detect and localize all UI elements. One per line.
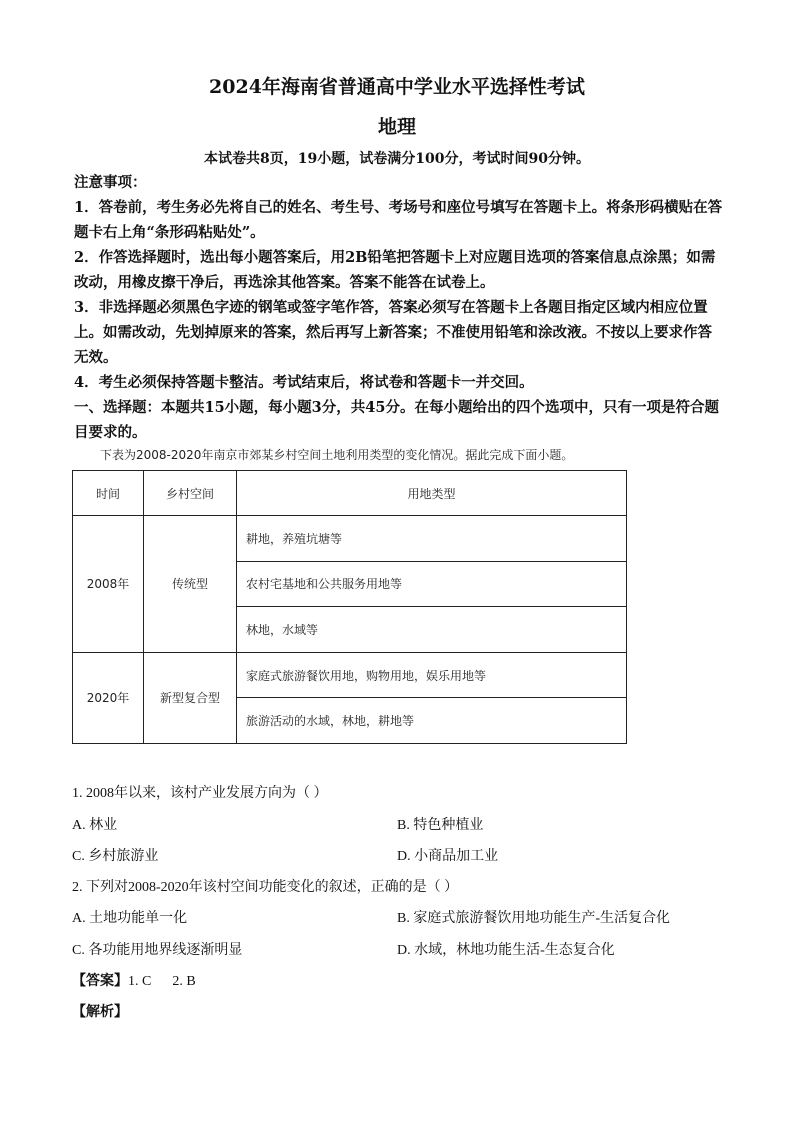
option-c: C. 各功能用地界线逐渐明显 [72,943,243,958]
type-cell: 旅游活动的水域，林地，耕地等 [237,698,627,744]
option-d: D. 小商品加工业 [397,849,499,864]
notice-section [74,170,724,445]
type-cell: 农村宅基地和公共服务用地等 [237,561,627,607]
type-cell: 家庭式旅游餐饮用地，购物用地，娱乐用地等 [237,652,627,698]
table-header: 用地类型 [237,471,627,516]
time-cell: 2008年 [73,516,144,653]
time-cell: 2020年 [73,652,144,743]
analysis-label: 【解析】 [72,1005,128,1020]
section-heading: 一、选择题：本题共15小题，每小题3分，共45分。在每小题给出的四个选项中，只有一项是符合题目要求的。 [74,399,719,441]
table-header-row [73,471,627,516]
notice-item: 3．非选择题必须黑色字迹的钢笔或签字笔作答，答案必须写在答题卡上各题目指定区域内相应位置上。如需改动，先划掉原来的答案，然后再写上新答案；不准使用铅笔和涂改液。不按以上要求作答无效。 [74,299,712,366]
option-b: B. 家庭式旅游餐饮用地功能生产-生活复合化 [397,911,670,926]
answer-label: 【答案】 [72,974,128,989]
question-stem: 1. 2008年以来，该村产业发展方向为（ ） [72,786,328,801]
table-header: 时间 [73,471,144,516]
type-cell: 耕地，养殖坑塘等 [237,516,627,562]
analysis-line [72,1001,128,1021]
question-stem: 2. 下列对2008-2020年该村空间功能变化的叙述，正确的是（ ） [72,880,459,895]
option-c: C. 乡村旅游业 [72,849,159,864]
table-header: 乡村空间 [144,471,237,516]
type-cell: 林地，水域等 [237,607,627,653]
exam-meta: 本试卷共8页，19小题，试卷满分100分，考试时间90分钟。 [204,151,590,167]
answer-text: 1. C 2. B [128,974,196,989]
notice-item: 4．考生必须保持答题卡整洁。考试结束后，将试卷和答题卡一并交回。 [74,374,534,391]
notice-item: 1．答卷前，考生务必先将自己的姓名、考生号、考场号和座位号填写在答题卡上。将条形码横贴在答题卡右上角“条形码粘贴处”。 [74,199,723,241]
subject-title: 地理 [377,116,416,138]
table-row [73,516,627,562]
exam-title: 2024年海南省普通高中学业水平选择性考试 [209,76,585,98]
answer-line [72,970,196,990]
table-row [73,652,627,698]
option-a: A. 土地功能单一化 [72,911,188,926]
land-use-table [72,470,627,744]
space-cell: 新型复合型 [144,652,237,743]
notice-item: 2．作答选择题时，选出每小题答案后，用2B铅笔把答题卡上对应题目选项的答案信息点涂黑；如需改动，用橡皮擦干净后，再选涂其他答案。答案不能答在试卷上。 [74,249,716,291]
space-cell: 传统型 [144,516,237,653]
notice-heading: 注意事项： [74,174,147,191]
option-b: B. 特色种植业 [397,818,484,833]
option-a: A. 林业 [72,818,118,833]
table-intro: 下表为2008-2020年南京市郊某乡村空间土地利用类型的变化情况。据此完成下面小题。 [100,448,574,462]
option-d: D. 水域，林地功能生活-生态复合化 [397,943,615,958]
